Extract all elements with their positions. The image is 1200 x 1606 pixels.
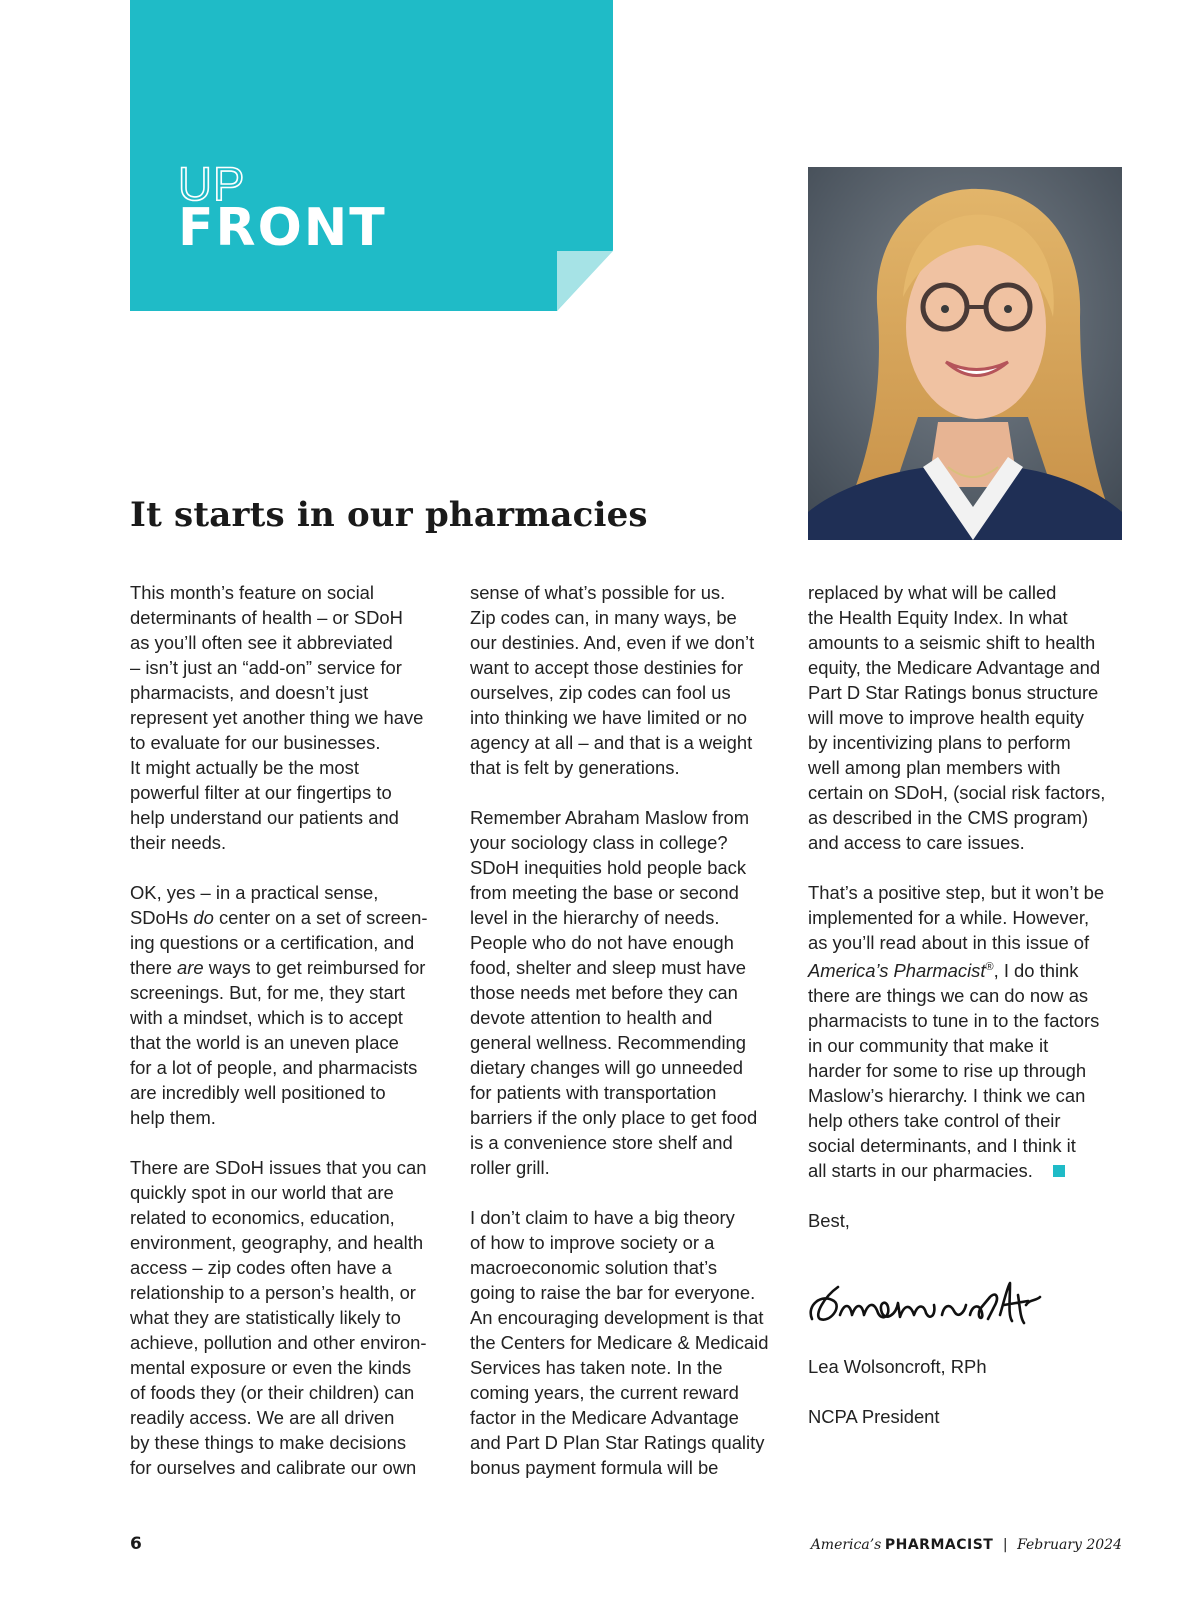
paragraph: This month’s feature on social determinants of health – or SDoH as you’ll often see it abbreviated – isn’t just an “add-on” service for pharmacists, and doesn’t just represent yet another thing we have to evaluate for our businesses. It might actually be the most powerful filter at our fingertips to help understand our patients and their needs.: [130, 582, 424, 853]
article-headline: It starts in our pharmacies: [130, 495, 648, 535]
running-footer: [811, 1537, 1122, 1554]
up-front-banner: [130, 0, 613, 311]
author-name: Lea Wolsoncroft, RPh: [808, 1356, 987, 1378]
author-portrait-photo: [808, 167, 1122, 540]
magazine-name-italic: America’s: [810, 1537, 882, 1553]
banner-up-label: UP: [178, 157, 246, 210]
footer-separator: |: [1002, 1537, 1008, 1553]
banner-front-label: FRONT: [178, 198, 387, 258]
paragraph: sense of what’s possible for us. Zip codes can, in many ways, be our destinies. And, even if we don’t want to accept those destinies for ourselves, zip codes can fool us into thinking we have limited or no agency at all – and that is a weight that is felt by generations.: [470, 582, 755, 778]
text-column-3: [808, 580, 1128, 1454]
magazine-name-bold: PHARMACIST: [884, 1537, 994, 1553]
text-column-1: [130, 580, 450, 1480]
paragraph: replaced by what will be called the Health Equity Index. In what amounts to a seismic shift to health equity, the Medicare Advantage and Part D Star Ratings bonus structure will move to improve health equity by incentivizing plans to perform well among plan members with certain on SDoH, (social risk factors, as described in the CMS program) and access to care issues.: [808, 582, 1106, 853]
banner-folded-corner: [557, 251, 613, 311]
handwritten-signature: [804, 1275, 1084, 1333]
paragraph: OK, yes – in a practical sense, SDoHs do center on a set of screen- ing questions or a certification, and there are ways to get reimbursed for screenings. But, for me, they start with a mindset, which is to accept that the world is an uneven place for a lot of people, and pharmacists are incredibly well positioned to help them.: [130, 882, 428, 1128]
page-number: 6: [130, 1534, 142, 1554]
issue-date: February 2024: [1017, 1537, 1122, 1553]
closing-salutation: Best,: [808, 1210, 850, 1232]
text-column-2: [470, 580, 790, 1480]
signature-block: [808, 1244, 1128, 1454]
end-of-article-square-icon: [1053, 1165, 1065, 1177]
author-title: NCPA President: [808, 1406, 940, 1428]
paragraph: That’s a positive step, but it won’t be implemented for a while. However, as you’ll read about in this issue of America’s Pharmacist®, I do think there are things we can do now as pharmacists to tune in to the factors in our community that make it harder for some to rise up through Maslow’s hierarchy. I think we can help others take control of their social determinants, and I think it all starts in our pharmacies.: [808, 882, 1105, 1182]
paragraph: There are SDoH issues that you can quickly spot in our world that are related to economics, education, environment, geography, and health access – zip codes often have a relationship to a person’s health, or what they are statistically likely to achieve, pollution and other environ- mental exposure or even the kinds of foods they (or their children) can readily access. We are all driven by these things to make decisions for ourselves and calibrate our own: [130, 1157, 427, 1478]
paragraph: I don’t claim to have a big theory of how to improve society or a macroeconomic solution that’s going to raise the bar for everyone. An encouraging development is that the Centers for Medicare & Medicaid Services has taken note. In the coming years, the current reward factor in the Medicare Advantage and Part D Plan Star Ratings quality bonus payment formula will be: [470, 1207, 769, 1478]
paragraph: Remember Abraham Maslow from your sociology class in college? SDoH inequities hold people back from meeting the base or second level in the hierarchy of needs. People who do not have enough food, shelter and sleep must have those needs met before they can devote attention to health and general wellness. Recommending dietary changes will go unneeded for patients with transportation barriers if the only place to get food is a convenience store shelf and roller grill.: [470, 807, 758, 1178]
